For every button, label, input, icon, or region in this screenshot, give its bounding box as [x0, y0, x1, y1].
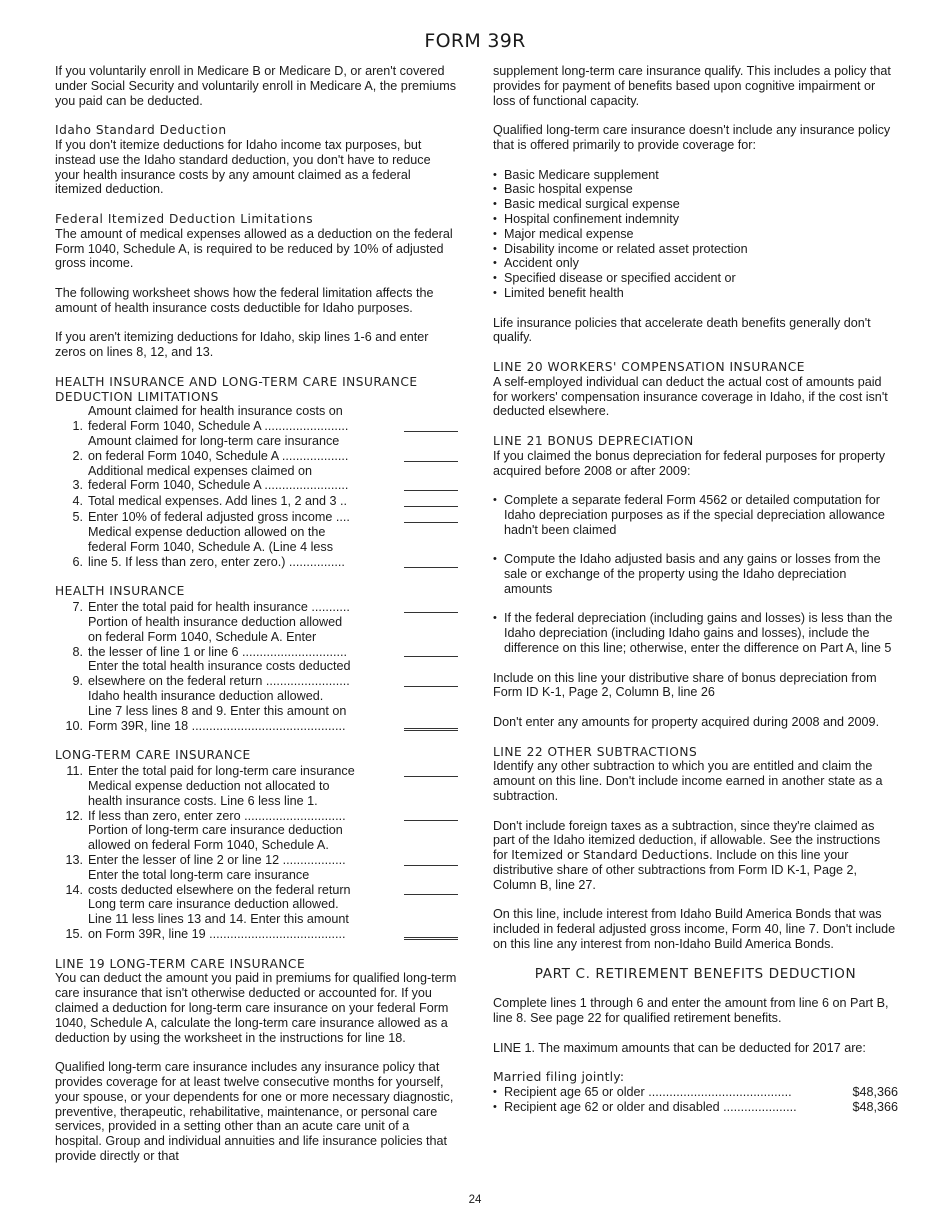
- line1-text: LINE 1. The maximum amounts that can be deducted for 2017 are:: [493, 1040, 866, 1055]
- line22-heading: LINE 22 OTHER SUBTRACTIONS: [493, 744, 698, 759]
- list-item: • Major medical expense: [493, 227, 898, 242]
- page-title: FORM 39R: [424, 30, 526, 52]
- total-entry-line[interactable]: [404, 924, 458, 940]
- list-item: • Compute the Idaho adjusted basis and any gains or losses from the sale or exchange of the property using the Idaho depreciation amounts: [493, 552, 898, 596]
- entry-line[interactable]: [404, 448, 458, 462]
- part-c-text: Complete lines 1 through 6 and enter the amount from line 6 on Part B, line 8. See page 22 for qualified retirement benefits.: [493, 996, 889, 1025]
- worksheet-line-12: 12. Medical expense deduction not allocated to health insurance costs. Line 6 less line 1. If less than zero, enter zero .............................: [55, 779, 458, 823]
- total-entry-line[interactable]: [404, 715, 458, 731]
- list-item: • Limited benefit health: [493, 286, 898, 301]
- entry-line[interactable]: [404, 807, 458, 821]
- depreciation-list: [493, 493, 898, 656]
- list-item: • Disability income or related asset protection: [493, 242, 898, 257]
- part-c-heading: PART C. RETIREMENT BENEFITS DEDUCTION: [534, 965, 857, 982]
- list-item: • Recipient age 62 or older and disabled ..................... $48,366: [493, 1100, 898, 1115]
- mfj-heading: Married filing jointly:: [493, 1069, 625, 1085]
- line21-text: If you claimed the bonus depreciation for federal purposes for property acquired before 2008 or after 2009:: [493, 448, 886, 478]
- worksheet-line-5: 5. Enter 10% of federal adjusted gross income ....: [55, 509, 458, 525]
- worksheet-line-14: 14. Enter the total long-term care insurance costs deducted elsewhere on the federal return: [55, 868, 458, 898]
- amount-value: $48,366: [852, 1084, 898, 1099]
- worksheet-line-4: 4. Total medical expenses. Add lines 1, 2 and 3 ..: [55, 493, 458, 509]
- line22-bonds-text: On this line, include interest from Idaho Build America Bonds that was included in federal adjusted gross income, Form 40, line 7. Don't include on this line any interest from non-Idaho Build America Bonds.: [493, 907, 896, 952]
- line21-heading: LINE 21 BONUS DEPRECIATION: [493, 433, 694, 448]
- standard-deduction-text: If you don't itemize deductions for Idaho income tax purposes, but instead use the Idaho standard deduction, you don't have to reduce your health insurance costs by any amount claimed as a federal itemized deduction.: [55, 137, 431, 197]
- ltc-worksheet: [55, 763, 458, 942]
- worksheet-line-9: 9. Enter the total health insurance costs deducted elsewhere on the federal return ........................: [55, 659, 458, 689]
- federal-limitations-text: The amount of medical expenses allowed as a deduction on the federal Form 1040, Schedule A, is required to be reduced by 10% of adjusted gross income.: [55, 226, 453, 271]
- list-item: • Basic medical surgical expense: [493, 197, 898, 212]
- health-worksheet: [55, 599, 458, 733]
- entry-line[interactable]: [404, 673, 458, 687]
- amount-value: $48,366: [852, 1099, 898, 1114]
- list-item: • Basic hospital expense: [493, 182, 898, 197]
- health-insurance-heading: HEALTH INSURANCE: [55, 584, 185, 599]
- worksheet-line-6: 6. Medical expense deduction allowed on the federal Form 1040, Schedule A. (Line 4 less line 5. If less than zero, enter zero.) ................: [55, 525, 458, 569]
- list-item: • Hospital confinement indemnity: [493, 212, 898, 227]
- worksheet-intro: The following worksheet shows how the federal limitation affects the amount of health insurance costs deductible for Idaho purposes.: [55, 285, 434, 315]
- limitations-worksheet: [55, 404, 458, 569]
- mfj-amount-list: [493, 1085, 898, 1115]
- entry-line[interactable]: [404, 477, 458, 491]
- standard-deduction-heading: Idaho Standard Deduction: [55, 123, 227, 138]
- left-column: [55, 64, 458, 1179]
- line20-text: A self-employed individual can deduct the actual cost of amounts paid for workers' compensation insurance coverage in Idaho, if the cost isn't deducted elsewhere.: [493, 374, 888, 419]
- entry-line[interactable]: [404, 418, 458, 432]
- line22-text: Identify any other subtraction to which you are entitled and claim the amount on this line. Don't include income earned in another state as a subtraction.: [493, 759, 883, 804]
- worksheet-line-10: 10. Idaho health insurance deduction allowed. Line 7 less lines 8 and 9. Enter this amount on Form 39R, line 18 ............................................: [55, 689, 458, 733]
- worksheet-line-3: 3. Additional medical expenses claimed on federal Form 1040, Schedule A ........................: [55, 464, 458, 494]
- qualified-ltc-text: Qualified long-term care insurance includes any insurance policy that provides coverage for at least twelve consecutive months for yourself, your spouse, or your dependents for one or more necessary diagnostic, preventive, therapeutic, rehabilitative, maintenance, or personal care services, provided in a setting other than an acute care unit of a hospital. Group and individual annuities and life insurance policies that provide directly or that: [55, 1060, 454, 1163]
- itemized-deductions-reference: Itemized or Standard Deductions: [511, 848, 710, 863]
- worksheet-line-15: 15. Long term care insurance deduction allowed. Line 11 less lines 13 and 14. Enter this amount on Form 39R, line 19 .......................................: [55, 897, 458, 941]
- list-item: • Recipient age 65 or older ......................................... $48,366: [493, 1085, 898, 1100]
- line22-foreign-text: Don't include foreign taxes as a subtraction, since they're claimed as part of the Idaho itemized deduction, if allowable. See the instructions for Itemized or Standard Deductions. Include on this line your distributive share of other subtractions from Form ID K-1, Page 2, Column B, line 27.: [493, 818, 881, 892]
- entry-line[interactable]: [404, 554, 458, 568]
- medicare-paragraph: If you voluntarily enroll in Medicare B or Medicare D, or aren't covered under Social Security and voluntarily enroll in Medicare A, the premiums you paid can be deducted.: [55, 64, 457, 108]
- worksheet-line-7: 7. Enter the total paid for health insurance ...........: [55, 599, 458, 615]
- line19-text: You can deduct the amount you paid in premiums for qualified long-term care insurance that isn't otherwise deducted or accounted for. If you claimed a deduction for long-term care insurance on your federal Form 1040, Schedule A, calculate the long-term care insurance allowed as a deduction by using the worksheet in the instructions for line 18.: [55, 971, 457, 1045]
- right-column: [493, 64, 898, 1129]
- entry-line[interactable]: [404, 493, 458, 507]
- entry-line[interactable]: [404, 643, 458, 657]
- line21-dont-text: Don't enter any amounts for property acquired during 2008 and 2009.: [493, 715, 880, 730]
- list-item: • Specified disease or specified accident or: [493, 271, 898, 286]
- list-item: • Basic Medicare supplement: [493, 168, 898, 183]
- ltc-insurance-heading: LONG-TERM CARE INSURANCE: [55, 748, 251, 763]
- line20-heading: LINE 20 WORKERS' COMPENSATION INSURANCE: [493, 359, 805, 374]
- federal-limitations-heading: Federal Itemized Deduction Limitations: [55, 211, 314, 226]
- continued-text: supplement long-term care insurance qualify. This includes a policy that provides for payment of benefits based upon cognitive impairment or loss of functional capacity.: [493, 64, 891, 108]
- worksheet-line-2: 2. Amount claimed for long-term care insurance on federal Form 1040, Schedule A ...................: [55, 434, 458, 464]
- page-number: 24: [468, 1194, 482, 1206]
- list-item: • Accident only: [493, 256, 898, 271]
- worksheet-line-13: 13. Portion of long-term care insurance deduction allowed on federal Form 1040, Schedule A. Enter the lesser of line 2 or line 12 ..................: [55, 823, 458, 867]
- line21-include-text: Include on this line your distributive share of bonus depreciation from Form ID K-1, Page 2, Column B, line 26: [493, 670, 877, 700]
- coverage-list: [493, 168, 898, 301]
- line19-heading: LINE 19 LONG-TERM CARE INSURANCE: [55, 956, 306, 971]
- worksheet-line-1: 1. Amount claimed for health insurance costs on federal Form 1040, Schedule A ........................: [55, 404, 458, 434]
- limitations-heading-1: HEALTH INSURANCE AND LONG-TERM CARE INSURANCE: [55, 374, 418, 389]
- list-item: • If the federal depreciation (including gains and losses) is less than the Idaho depreciation (including Idaho gains and losses), include the difference on this line; otherwise, enter the difference on Part A, line 5: [493, 611, 898, 655]
- list-item: • Complete a separate federal Form 4562 or detailed computation for Idaho depreciation purposes as if the special depreciation allowance hadn't been claimed: [493, 493, 898, 537]
- entry-line[interactable]: [404, 852, 458, 866]
- skip-lines-text: If you aren't itemizing deductions for Idaho, skip lines 1-6 and enter zeros on lines 8, 12, and 13.: [55, 330, 429, 360]
- not-include-text: Qualified long-term care insurance doesn't include any insurance policy that is offered primarily to provide coverage for:: [493, 123, 891, 152]
- worksheet-line-8: 8. Portion of health insurance deduction allowed on federal Form 1040, Schedule A. Enter the lesser of line 1 or line 6 ..............................: [55, 615, 458, 659]
- entry-line[interactable]: [404, 763, 458, 777]
- entry-line[interactable]: [404, 509, 458, 523]
- entry-line[interactable]: [404, 881, 458, 895]
- entry-line[interactable]: [404, 599, 458, 613]
- limitations-heading-2: DEDUCTION LIMITATIONS: [55, 389, 219, 404]
- life-insurance-text: Life insurance policies that accelerate death benefits generally don't qualify.: [493, 315, 871, 345]
- worksheet-line-11: 11. Enter the total paid for long-term care insurance: [55, 763, 458, 779]
